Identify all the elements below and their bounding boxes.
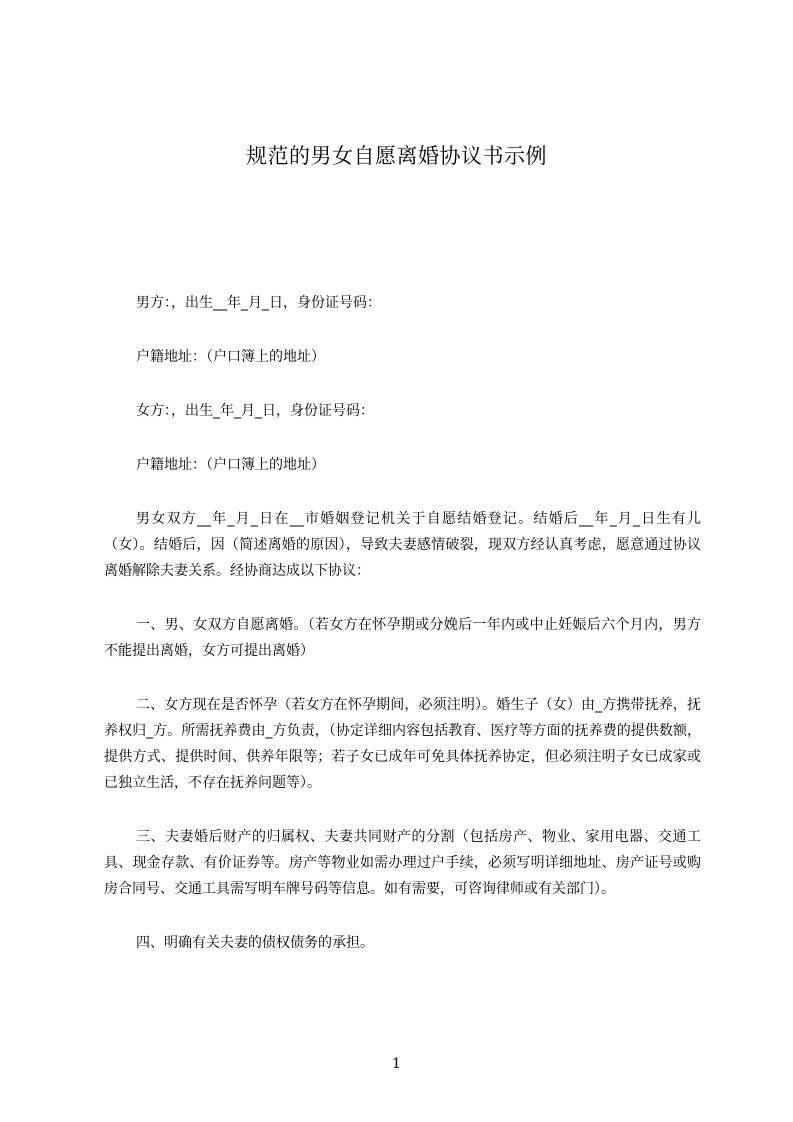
paragraph-female-party: 女方：，出生_年_月_日，身份证号码：: [136, 403, 374, 419]
paragraph-clause-2: 二、女方现在是否怀孕（若女方在怀孕期间，必须注明）。婚生子（女）由_方携带抚养，抚养权归_方。所需抚养费由_方负责，（协定详细内容包括教育、医疗等方面的抚养费的提供数额，提供方式、提供时间、供养年限等；若子女已成年可免具体抚养协定，但必须注明子女已成家或已独立生活，不存在抚养问题等）。: [104, 697, 701, 791]
paragraph-male-party: 男方：，出生__年_月_日，身份证号码：: [136, 295, 381, 311]
paragraph-female-address: 户籍地址：（户口簿上的地址）: [136, 457, 325, 473]
paragraph-clause-3: 三、夫妻婚后财产的归属权、夫妻共同财产的分割（包括房产、物业、家用电器、交通工具、现金存款、有价证券等。房产等物业如需办理过户手续，必须写明详细地址、房产证号或购房合同号、交通工具需写明车牌号码等信息。如有需要，可咨询律师或有关部门）。: [104, 829, 701, 897]
page-number: 1: [392, 1056, 401, 1072]
paragraph-marriage-background: 男女双方__年_月_日在__市婚姻登记机关于自愿结婚登记。结婚后__年_月_日生有儿（女）。结婚后，因（简述离婚的原因），导致夫妻感情破裂，现双方经认真考虑，愿意通过协议离婚解除夫妻关系。经协商达成以下协议：: [104, 511, 701, 579]
document-title: 规范的男女自愿离婚协议书示例: [246, 144, 547, 168]
paragraph-male-address: 户籍地址：（户口簿上的地址）: [136, 349, 325, 365]
paragraph-clause-1: 一、男、女双方自愿离婚。（若女方在怀孕期或分娩后一年内或中止妊娠后六个月内，男方不能提出离婚，女方可提出离婚）: [104, 617, 701, 659]
document-body: [104, 290, 701, 956]
paragraph-clause-4: 四、明确有关夫妻的债权债务的承担。: [136, 935, 374, 951]
